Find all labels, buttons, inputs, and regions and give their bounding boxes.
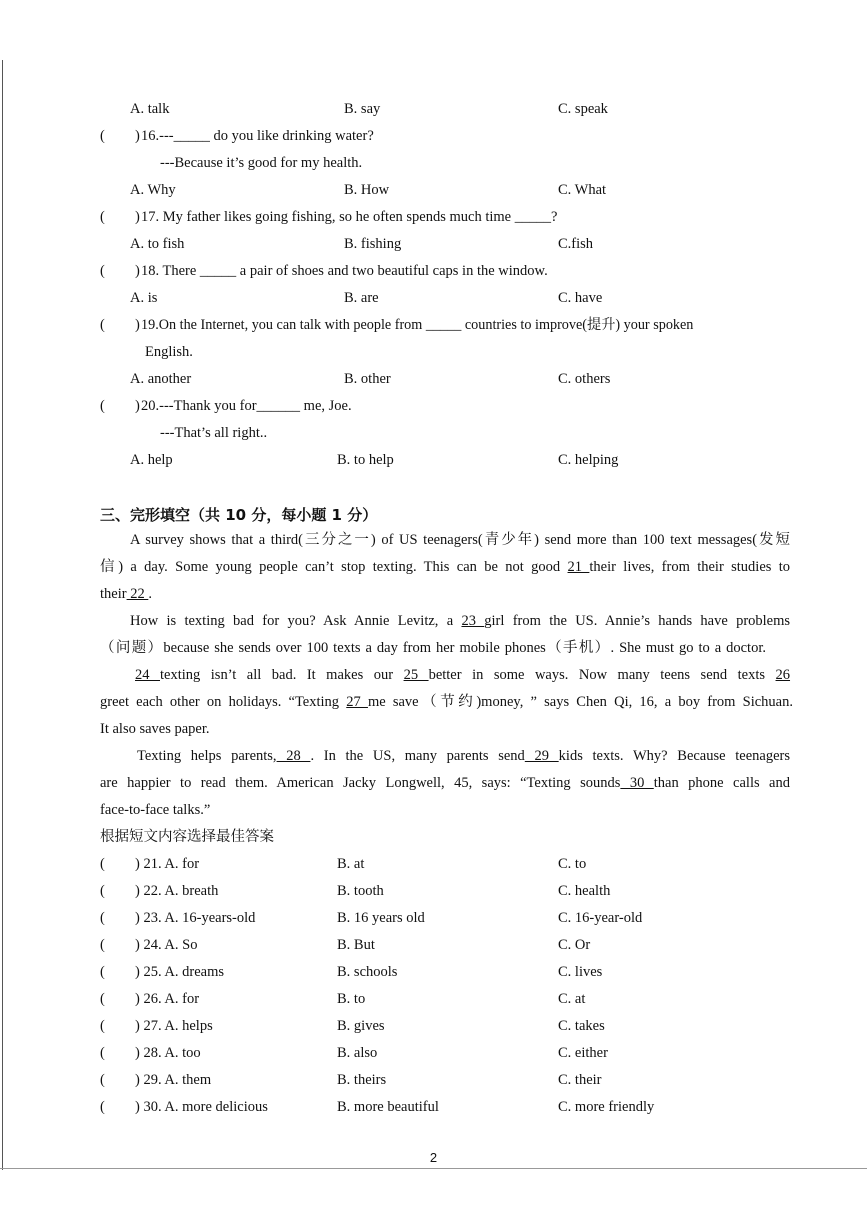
choice-a: ) 30. A. more delicious [135, 1099, 268, 1115]
option-b: B. How [344, 182, 390, 198]
question-stem: 16.---_____ do you like drinking water? [141, 128, 374, 144]
choice-b: B. at [337, 856, 365, 872]
passage-text: greet each other on holidays. “Texting [100, 694, 340, 710]
question-continuation: ---That’s all right.. [160, 425, 268, 441]
answer-paren: ( [100, 1099, 105, 1115]
choice-a: ) 29. A. them [135, 1072, 212, 1088]
choice-a: ) 27. A. helps [135, 1018, 213, 1034]
answer-paren: ( [100, 883, 105, 899]
option-c: C. speak [558, 101, 608, 117]
choice-c: C. either [558, 1045, 608, 1061]
option-c: C.fish [558, 236, 594, 252]
passage-text: their [100, 586, 127, 602]
page-left-edge [2, 60, 3, 1170]
passage-text: . In the US, many parents send [310, 748, 525, 764]
choice-a: ) 23. A. 16-years-old [135, 910, 256, 926]
passage-p4-line2 [100, 774, 790, 792]
page-bottom-edge [0, 1168, 867, 1169]
passage-p1-line3 [100, 585, 152, 603]
choice-c: C. lives [558, 964, 603, 980]
question-continuation: ---Because it’s good for my health. [160, 155, 363, 171]
choice-a: ) 28. A. too [135, 1045, 201, 1061]
answer-paren: ( [100, 910, 105, 926]
passage-text: are happier to read them. American Jacky Longwell, 45, says: “Texting sounds [100, 775, 621, 791]
blank-28: 28 [276, 748, 311, 764]
choice-a: ) 24. A. So [135, 937, 198, 953]
choice-a: ) 21. A. for [135, 856, 200, 872]
answer-paren-open: ( [100, 317, 105, 333]
option-c: C. have [558, 290, 603, 306]
option-c: C. others [558, 371, 611, 387]
choice-b: B. tooth [337, 883, 384, 899]
passage-p1-line1: A survey shows that a third(三分之一) of US teenagers(青少年) send more than 100 text messages(发短 [130, 532, 790, 548]
answer-paren-open: ( [100, 263, 105, 279]
question-stem: 19.On the Internet, you can talk with people from _____ countries to improve(提升) your spoken [141, 317, 694, 333]
choice-b: B. 16 years old [337, 910, 425, 926]
passage-text: . [148, 586, 152, 602]
choice-c: C. to [558, 856, 587, 872]
answer-paren-open: ( [100, 209, 105, 225]
passage-text: their lives, from their studies to [589, 559, 791, 575]
passage-text: texting isn’t all bad. It makes our [160, 667, 394, 683]
passage-text: Texting helps parents, [137, 748, 277, 764]
choice-b: B. also [337, 1045, 378, 1061]
option-c: C. helping [558, 452, 619, 468]
choice-c: C. 16-year-old [558, 910, 643, 926]
option-c: C. What [558, 182, 607, 198]
blank-27: 27 [346, 694, 368, 710]
passage-p1-line2 [100, 558, 790, 576]
instruction-text: 根据短文内容选择最佳答案 [100, 829, 274, 845]
choice-b: B. more beautiful [337, 1099, 439, 1115]
choice-a: ) 25. A. dreams [135, 964, 224, 980]
passage-text: than phone calls and [653, 775, 790, 791]
choice-b: B. schools [337, 964, 398, 980]
answer-paren-open: ( [100, 398, 105, 414]
passage-text: girl from the US. Annie’s hands have problems [484, 613, 791, 629]
answer-paren: ( [100, 937, 105, 953]
passage-p3-line1 [135, 666, 790, 684]
blank-25: 25 [403, 667, 429, 683]
passage-p2-line2: （问题）because she sends over 100 texts a day from her mobile phones（手机）. She must go to a doctor. [100, 640, 766, 656]
blank-30: 30 [620, 775, 654, 791]
option-b: B. are [344, 290, 379, 306]
blank-29: 29 [524, 748, 559, 764]
answer-paren: ( [100, 991, 105, 1007]
passage-text: me save（节约)money, ” says Chen Qi, 16, a boy from Sichuan. [367, 694, 793, 710]
passage-p3-line2 [100, 693, 793, 711]
answer-paren: ( [100, 1045, 105, 1061]
option-a: A. talk [130, 101, 170, 117]
answer-paren-close: ) [135, 209, 140, 225]
choice-b: B. to [337, 991, 366, 1007]
answer-paren: ( [100, 1072, 105, 1088]
section-title: 三、完形填空（共 10 分，每小题 1 分） [100, 506, 378, 524]
choice-c: C. takes [558, 1018, 605, 1034]
option-b: B. other [344, 371, 391, 387]
choice-c: C. at [558, 991, 586, 1007]
passage-text: 信) a day. Some young people can’t stop texting. This can be not good [100, 559, 561, 575]
answer-paren: ( [100, 1018, 105, 1034]
passage-p4-line1 [137, 747, 790, 765]
answer-paren-close: ) [135, 263, 140, 279]
option-a: A. to fish [130, 236, 185, 252]
blank-23: 23 [461, 613, 485, 629]
choice-b: B. theirs [337, 1072, 387, 1088]
answer-paren: ( [100, 856, 105, 872]
answer-paren-close: ) [135, 398, 140, 414]
option-a: A. Why [130, 182, 176, 198]
option-b: B. fishing [344, 236, 402, 252]
option-a: A. help [130, 452, 173, 468]
choice-a: ) 26. A. for [135, 991, 200, 1007]
answer-paren-close: ) [135, 128, 140, 144]
question-continuation: English. [145, 344, 193, 360]
blank-21: 21 [567, 559, 590, 575]
choice-b: B. gives [337, 1018, 385, 1034]
choice-c: C. more friendly [558, 1099, 655, 1115]
option-b: B. to help [337, 452, 394, 468]
answer-paren-open: ( [100, 128, 105, 144]
choice-c: C. their [558, 1072, 602, 1088]
passage-text: kids texts. Why? Because teenagers [558, 748, 791, 764]
answer-paren-close: ) [135, 317, 140, 333]
question-stem: 18. There _____ a pair of shoes and two beautiful caps in the window. [141, 263, 548, 279]
option-a: A. is [130, 290, 158, 306]
page-number: 2 [429, 1150, 438, 1165]
choice-a: ) 22. A. breath [135, 883, 219, 899]
passage-p3-line3: It also saves paper. [100, 721, 210, 737]
choice-c: C. Or [558, 937, 591, 953]
question-stem: 17. My father likes going fishing, so he often spends much time _____? [141, 209, 558, 225]
blank-22: 22 [126, 586, 149, 602]
blank-26: 26 [775, 667, 791, 683]
passage-p2-line1 [130, 612, 790, 630]
answer-paren: ( [100, 964, 105, 980]
passage-p4-line3: face-to-face talks.” [100, 802, 211, 818]
blank-24: 24 [135, 667, 160, 683]
choice-b: B. But [337, 937, 375, 953]
option-a: A. another [130, 371, 192, 387]
passage-text: How is texting bad for you? Ask Annie Levitz, a [130, 613, 454, 629]
question-stem: 20.---Thank you for______ me, Joe. [141, 398, 352, 414]
choice-c: C. health [558, 883, 611, 899]
passage-text: better in some ways. Now many teens send texts [428, 667, 766, 683]
option-b: B. say [344, 101, 381, 117]
